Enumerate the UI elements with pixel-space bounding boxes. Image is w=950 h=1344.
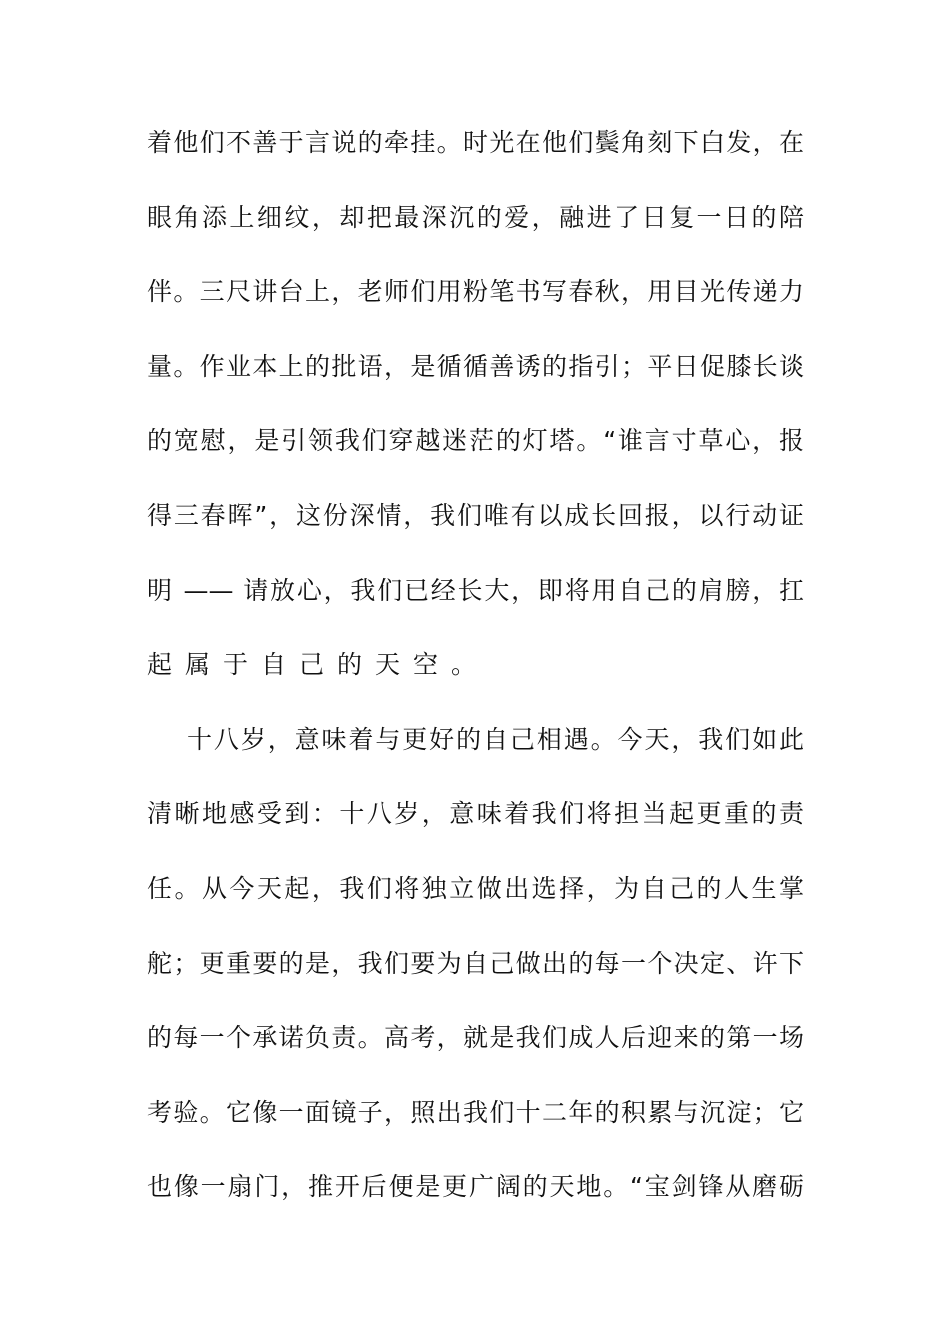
text-line: 十八岁，意味着与更好的自己相遇。今天，我们如此 xyxy=(187,724,804,754)
text-line: 舵；更重要的是，我们要为自己做出的每一个决定、许下 xyxy=(147,948,804,978)
text-line: 清晰地感受到：十八岁，意味着我们将担当起更重的责 xyxy=(147,799,804,829)
text-line: 明 —— 请放心，我们已经长大，即将用自己的肩膀，扛 xyxy=(147,575,804,605)
text-line: 起属于自己的天空。 xyxy=(147,650,490,680)
text-line: 量。作业本上的批语，是循循善诱的指引；平日促膝长谈 xyxy=(147,351,804,381)
document-page xyxy=(147,106,804,1225)
text-line: 伴。三尺讲台上，老师们用粉笔书写春秋，用目光传递力 xyxy=(147,277,804,307)
paragraph-1 xyxy=(147,106,804,703)
paragraph-2 xyxy=(147,703,804,1225)
text-line: 着他们不善于言说的牵挂。时光在他们鬓角刻下白发，在 xyxy=(147,128,804,157)
text-line: 得三春晖”，这份深情，我们唯有以成长回报，以行动证 xyxy=(147,500,804,530)
text-line: 的每一个承诺负责。高考，就是我们成人后迎来的第一场 xyxy=(147,1023,804,1053)
text-line: 任。从今天起，我们将独立做出选择，为自己的人生掌 xyxy=(147,873,804,903)
text-line: 的宽慰，是引领我们穿越迷茫的灯塔。“谁言寸草心，报 xyxy=(147,426,804,456)
text-line: 考验。它像一面镜子，照出我们十二年的积累与沉淀；它 xyxy=(147,1097,804,1127)
text-line: 眼角添上细纹，却把最深沉的爱，融进了日复一日的陪 xyxy=(147,202,804,232)
text-line: 也像一扇门，推开后便是更广阔的天地。“宝剑锋从磨砺 xyxy=(147,1172,804,1202)
